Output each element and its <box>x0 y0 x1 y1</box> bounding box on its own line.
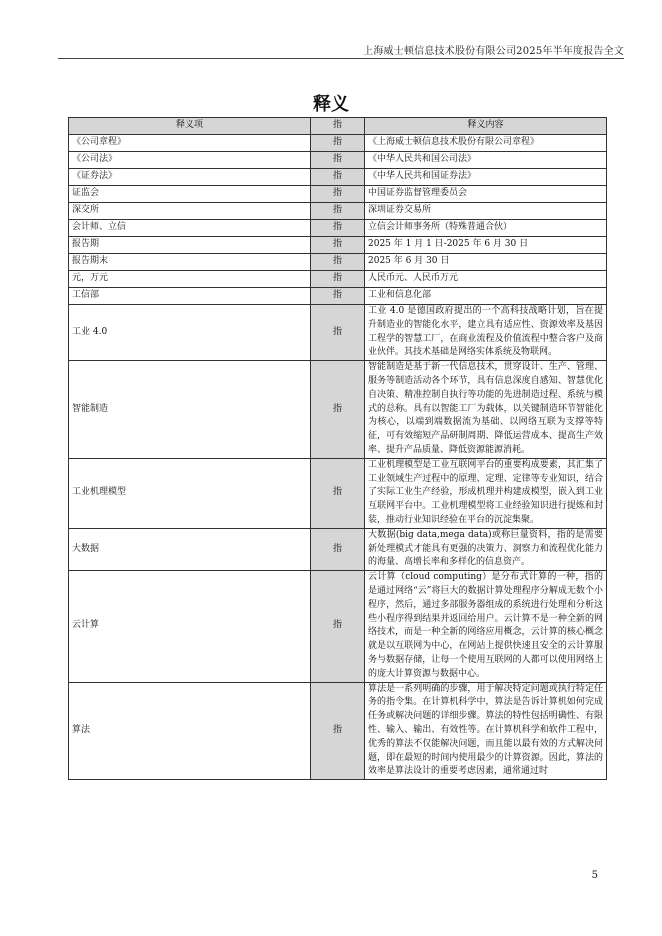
term-cell: 工信部 <box>69 288 311 305</box>
ref-cell: 指 <box>311 571 365 682</box>
meaning-cell: 深圳证券交易所 <box>365 203 607 220</box>
meaning-cell: 云计算（cloud computing）是分布式计算的一种，指的是通过网络“云”将巨大的数据计算处理程序分解成无数个小程序，然后，通过多部服务器组成的系统进行处理和分析这些小程序得到结果并返回给用户。云计算不是一种全新的网络技术，而是一种全新的网络应用概念，云计算的核心概念就是以互联网为中心，在网站上提供快速且安全的云计算服务与数据存储，让每一个使用互联网的人都可以使用网络上的庞大计算资源与数据中心。 <box>365 571 607 682</box>
term-cell: 智能制造 <box>69 361 311 459</box>
ref-cell: 指 <box>311 237 365 254</box>
ref-cell: 指 <box>311 361 365 459</box>
term-cell: 《公司法》 <box>69 152 311 169</box>
meaning-cell: 工业和信息化部 <box>365 288 607 305</box>
meaning-cell: 《上海威士顿信息技术股份有限公司章程》 <box>365 135 607 152</box>
ref-cell: 指 <box>311 528 365 570</box>
table-row <box>69 271 607 288</box>
table-row <box>69 305 607 361</box>
table-row <box>69 152 607 169</box>
ref-cell: 指 <box>311 458 365 528</box>
table-row <box>69 361 607 459</box>
term-cell: 大数据 <box>69 528 311 570</box>
meaning-cell: 立信会计师事务所（特殊普通合伙） <box>365 220 607 237</box>
ref-cell: 指 <box>311 254 365 271</box>
table-row <box>69 135 607 152</box>
meaning-cell: 2025 年 6 月 30 日 <box>365 254 607 271</box>
table-row <box>69 237 607 254</box>
table-header-row <box>69 118 607 135</box>
page-number: 5 <box>591 870 598 881</box>
meaning-cell: 智能制造是基于新一代信息技术，贯穿设计、生产、管理、服务等制造活动各个环节，具有信息深度自感知、智慧优化自决策、精准控制自执行等功能的先进制造过程、系统与模式的总称。具有以智能工厂为载体，以关键制造环节智能化为核心，以端到端数据流为基础、以网络互联为支撑等特征，可有效缩短产品研制周期、降低运营成本、提高生产效率、提升产品质量、降低资源能源消耗。 <box>365 361 607 459</box>
table-row <box>69 203 607 220</box>
definitions-table <box>68 117 607 780</box>
term-cell: 工业机理模型 <box>69 458 311 528</box>
table-row <box>69 682 607 780</box>
ref-cell: 指 <box>311 288 365 305</box>
meaning-cell: 2025 年 1 月 1 日-2025 年 6 月 30 日 <box>365 237 607 254</box>
table-row <box>69 528 607 570</box>
table-row <box>69 254 607 271</box>
term-cell: 报告期 <box>69 237 311 254</box>
term-cell: 证监会 <box>69 186 311 203</box>
table-row <box>69 288 607 305</box>
table-row <box>69 186 607 203</box>
column-header-ref: 指 <box>311 118 365 135</box>
term-cell: 报告期末 <box>69 254 311 271</box>
page-title: 释义 <box>313 94 349 115</box>
table-row <box>69 571 607 682</box>
ref-cell: 指 <box>311 682 365 780</box>
ref-cell: 指 <box>311 220 365 237</box>
ref-cell: 指 <box>311 203 365 220</box>
ref-cell: 指 <box>311 186 365 203</box>
header-divider <box>58 58 624 59</box>
term-cell: 云计算 <box>69 571 311 682</box>
term-cell: 工业 4.0 <box>69 305 311 361</box>
ref-cell: 指 <box>311 271 365 288</box>
table-row <box>69 458 607 528</box>
meaning-cell: 大数据(big data,mega data)或称巨量资料，指的是需要新处理模式才能具有更强的决策力、洞察力和流程优化能力的海量、高增长率和多样化的信息资产。 <box>365 528 607 570</box>
meaning-cell: 《中华人民共和国证券法》 <box>365 169 607 186</box>
table-row <box>69 169 607 186</box>
term-cell: 会计师、立信 <box>69 220 311 237</box>
ref-cell: 指 <box>311 135 365 152</box>
column-header-term: 释义项 <box>69 118 311 135</box>
term-cell: 元，万元 <box>69 271 311 288</box>
meaning-cell: 人民币元、人民币万元 <box>365 271 607 288</box>
running-header: 上海威士顿信息技术股份有限公司2025年半年度报告全文 <box>363 46 624 57</box>
meaning-cell: 《中华人民共和国公司法》 <box>365 152 607 169</box>
term-cell: 算法 <box>69 682 311 780</box>
table-row <box>69 220 607 237</box>
term-cell: 深交所 <box>69 203 311 220</box>
meaning-cell: 算法是一系列明确的步骤，用于解决特定问题或执行特定任务的指令集。在计算机科学中，算法是告诉计算机如何完成任务或解决问题的详细步骤。算法的特性包括明确性、有限性、输入、输出、有效性等。在计算机科学和软件工程中，优秀的算法不仅能解决问题，而且能以最有效的方式解决问题，即在最短的时间内使用最少的计算资源。因此，算法的效率是算法设计的重要考虑因素，通常通过时 <box>365 682 607 780</box>
meaning-cell: 工业 4.0 是德国政府提出的一个高科技战略计划，旨在提升制造业的智能化水平，建立具有适应性、资源效率及基因工程学的智慧工厂，在商业流程及价值流程中整合客户及商业伙伴。其技术基础是网络实体系统及物联网。 <box>365 305 607 361</box>
ref-cell: 指 <box>311 169 365 186</box>
ref-cell: 指 <box>311 152 365 169</box>
meaning-cell: 工业机理模型是工业互联网平台的重要构成要素，其汇集了工业领域生产过程中的原理、定理、定律等专业知识，结合了实际工业生产经验，形成机理并构建成模型，嵌入到工业互联网平台中。工业机理模型将工业经验知识进行提炼和封装，推动行业知识经验在平台的沉淀集聚。 <box>365 458 607 528</box>
column-header-meaning: 释义内容 <box>365 118 607 135</box>
meaning-cell: 中国证券监督管理委员会 <box>365 186 607 203</box>
ref-cell: 指 <box>311 305 365 361</box>
term-cell: 《证券法》 <box>69 169 311 186</box>
term-cell: 《公司章程》 <box>69 135 311 152</box>
